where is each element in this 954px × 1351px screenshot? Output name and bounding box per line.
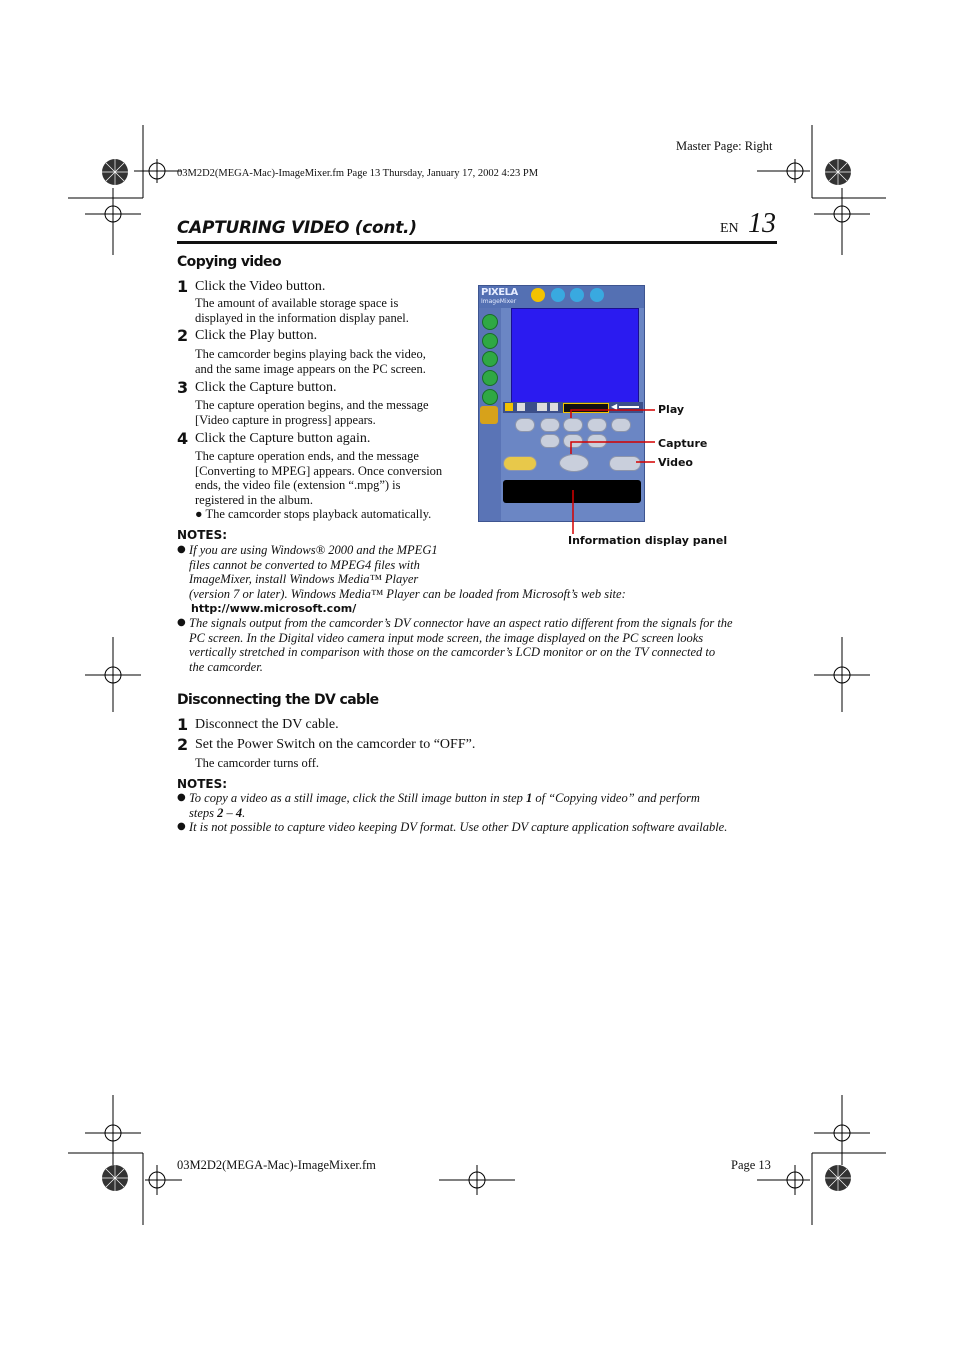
note-dv-format: It is not possible to capture video keeping DV format. Use other DV capture application software available.: [189, 820, 728, 834]
step-number: 2: [177, 326, 189, 345]
step-text: Click the Capture button.: [195, 380, 337, 395]
step-detail: The capture operation ends, and the message [Converting to MPEG] appears. Once conversion ends, the video file (extension “.mpg”) is registered in the album. ● The camcorder stops playback automatically.: [195, 449, 443, 521]
volume-icon: ◀: [611, 402, 618, 411]
notes-heading: NOTES:: [177, 777, 228, 791]
bullet: ●: [177, 821, 186, 832]
step-number: 1: [177, 277, 189, 296]
callout-play: Play: [658, 403, 685, 416]
step-detail: The amount of available storage space is displayed in the information display panel.: [195, 296, 409, 325]
note-aspect-ratio: The signals output from the camcorder’s DV connector have an aspect ratio different from the signals for the PC screen. In the Digital video camera input mode screen, the image displayed on the PC screen looks vertically stretched in comparison with those on the camcorder’s LCD monitor or on the TV connected to the camcorder.: [189, 616, 733, 674]
bullet: ●: [177, 544, 186, 555]
imagemixer-logo: ImageMixer: [481, 298, 517, 305]
pixela-logo: PIXELA: [481, 287, 518, 298]
section-heading-copying: Copying video: [177, 254, 281, 270]
callout-info-panel: Information display panel: [568, 534, 728, 547]
footer-page: Page 13: [731, 1158, 771, 1172]
note-still-image: To copy a video as a still image, click the Still image button in step 1 of “Copying video” and perform steps 2 – 4.: [189, 791, 700, 820]
step-detail: The capture operation begins, and the message [Video capture in progress] appears.: [195, 398, 429, 427]
master-page-label: Master Page: Right: [676, 139, 773, 153]
note-windows-media: If you are using Windows® 2000 and the MPEG1 files cannot be converted to MPEG4 files with ImageMixer, install Windows Media™ Player (version 7 or later). Windows Media™ Player can be loaded from Microsoft’s web site:: [189, 543, 626, 601]
file-info-line: 03M2D2(MEGA-Mac)-ImageMixer.fm Page 13 Thursday, January 17, 2002 4:23 PM: [177, 168, 539, 179]
bullet: ●: [177, 617, 186, 628]
step-detail: The camcorder turns off.: [195, 756, 320, 770]
step-detail: The camcorder begins playing back the video, and the same image appears on the PC screen.: [195, 347, 426, 376]
notes-heading: NOTES:: [177, 528, 228, 542]
step-number: 3: [177, 378, 189, 397]
page-title: CAPTURING VIDEO (cont.): [177, 218, 417, 238]
step-text: Disconnect the DV cable.: [195, 717, 339, 732]
step-text: Click the Play button.: [195, 328, 318, 343]
step-number: 4: [177, 429, 189, 448]
step-number: 1: [177, 715, 189, 734]
microsoft-link[interactable]: http://www.microsoft.com/: [191, 602, 357, 615]
footer-file: 03M2D2(MEGA-Mac)-ImageMixer.fm: [177, 1158, 376, 1172]
language-code: EN: [720, 221, 739, 236]
step-text: Click the Video button.: [195, 279, 326, 294]
callout-capture: Capture: [658, 437, 708, 450]
step-number: 2: [177, 735, 189, 754]
section-heading-dv: Disconnecting the DV cable: [177, 692, 379, 708]
callout-video: Video: [658, 456, 693, 469]
step-text: Set the Power Switch on the camcorder to “OFF”.: [195, 737, 476, 752]
page-number: 13: [748, 208, 776, 239]
step-text: Click the Capture button again.: [195, 431, 371, 446]
bullet: ●: [177, 792, 186, 803]
